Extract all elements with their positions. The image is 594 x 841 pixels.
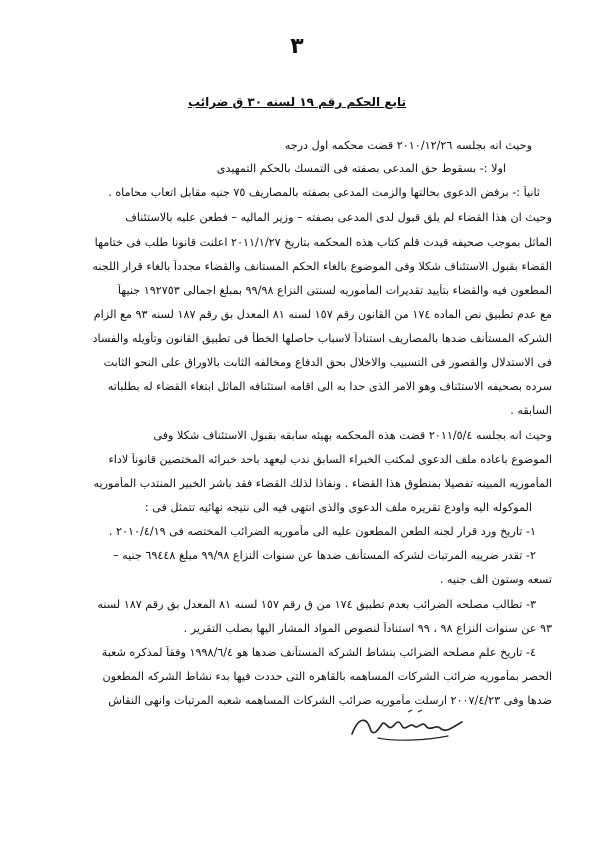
text-line: الشركه المستأنف ضدها بالمصاريف استناداً لاسباب حاصلها الخطأ فى تطبيق القانون وتأويله والفساد — [92, 332, 552, 345]
text-line: ضدها وفى ٢٠٠٧/٤/٢٣ ارسلت مأموريه ضرائب الشركات المساهمه شعبه المرتبات وانهى النقاش — [108, 694, 552, 707]
text-line: الموكوله اليه واودع تقريره ملف الدعوى والذى انتهى فيه الى نتيجه نهائيه تتمثل فى : — [144, 501, 532, 514]
text-line: المأموريه المبينه تفصيلا بمنطوق هذا القضاء . ونفاذا لذلك القضاء فقد باشر الخبير المنتدب المأموريه — [93, 477, 552, 490]
text-line: تسعه وستون الف جنيه . — [439, 573, 552, 586]
list-item: ٣- تطالب مصلحه الضرائب بعدم تطبيق ١٧٤ من ق رقم ١٥٧ لسنه ٨١ المعدل بق رقم ١٨٧ لسنه — [97, 598, 536, 611]
text-line: وحيث انه بجلسه ٢٠١١/٥/٤ قضت هذه المحكمه بهيئه سابقه بقبول الاستئناف شكلا وفى — [153, 429, 552, 442]
list-item: ٤- تاريخ علم مصلحه الضرائب بنشاط الشركه المستأنف ضدها هو ١٩٩٨/٦/٤ وفقاً لمذكره شعبة — [101, 646, 536, 659]
list-item: ١- تاريخ ورد قرار لجنه الطعن المطعون عليه الى مأموريه الضرائب المختصه فى ٢٠١٠/٤/١٩ . — [108, 525, 536, 538]
text-line: مع عدم تطبيق نص الماده ١٧٤ من القانون رقم ١٥٧ لسنه ٨١ المعدل بق رقم ١٨٧ لسنه ٩٣ مع الزام — [93, 308, 552, 321]
text-line: سرده بصحيفه الاستئناف وهو الامر الذى حدا به الى اقامه استئنافه الماثل ابتغاء القضاء له بطلباته — [107, 380, 552, 393]
text-line: الماثل بموجب صحيفه قيدت قلم كتاب هذه المحكمه بتاريخ ٢٠١١/١/٢٧ اعلنت قانونا طلب فى ختامها — [94, 236, 552, 249]
text-line: القضاء بقبول الاستئناف شكلا وفى الموضوع بالغاء الحكم المستانف والقضاء مجدداً بالغاء قرار اللجنه — [92, 260, 552, 273]
text-line: وحيث انه بجلسه ٢٠١٠/١٢/٢٦ قضت محكمه اول درجه — [284, 139, 532, 152]
text-line: فى الاستدلال والقصور فى التسبيب والاخلال بحق الدفاع ومخالفه الثابت بالاوراق على النحو الثابت — [103, 356, 552, 369]
judgment-heading: تابع الحكم رقم ١٩ لسنه ٣٠ ق ضرائب — [187, 95, 407, 109]
list-item: ٢- تقدر ضريبه المرتبات لشركه المستأنف ضدها عن سنوات النزاع ٩٩/٩٨ مبلغ ٦٩٤٤٨ جنيه – — [112, 549, 536, 562]
text-line: الموضوع باعاده ملف الدعوى لمكتب الخبراء السابق ندب ليعهد باحد خبرائه المختصين قانوناً لاداء — [108, 453, 552, 466]
text-line: اولا :- بسقوط حق المدعى بصفته فى التمسك بالحكم التمهيدى — [216, 162, 506, 175]
page-number: ٣ — [290, 34, 304, 59]
text-line: وحيث ان هذا القضاء لم يلق قبول لدى المدعى بصفته – وزير الماليه – فطعن عليه بالاستئناف — [125, 211, 552, 224]
text-line: ٩٣ عن سنوات النزاع ٩٨ ، ٩٩ استناداً لنصوص المواد المشار اليها بصلب التقرير . — [183, 622, 552, 635]
text-line: المطعون فيه والقضاء بتأييد تقديرات المأموريه لسنتى النزاع ٩٩/٩٨ بمبلغ اجمالى ١٩٢٧٥٣ جنيهاً — [117, 284, 552, 297]
text-line: الحصر بمأموريه ضرائب الشركات المساهمه بالقاهره التى حددت فيها بدء نشاط الشركه المطعون — [102, 670, 552, 683]
text-line: السابقه . — [510, 404, 552, 417]
text-line: ثانياً :- برفض الدعوى بحالتها والزمت المدعى بصفته بالمصاريف ٧٥ جنيه مقابل اتعاب محاماه . — [108, 186, 540, 199]
signature-image — [348, 700, 466, 750]
